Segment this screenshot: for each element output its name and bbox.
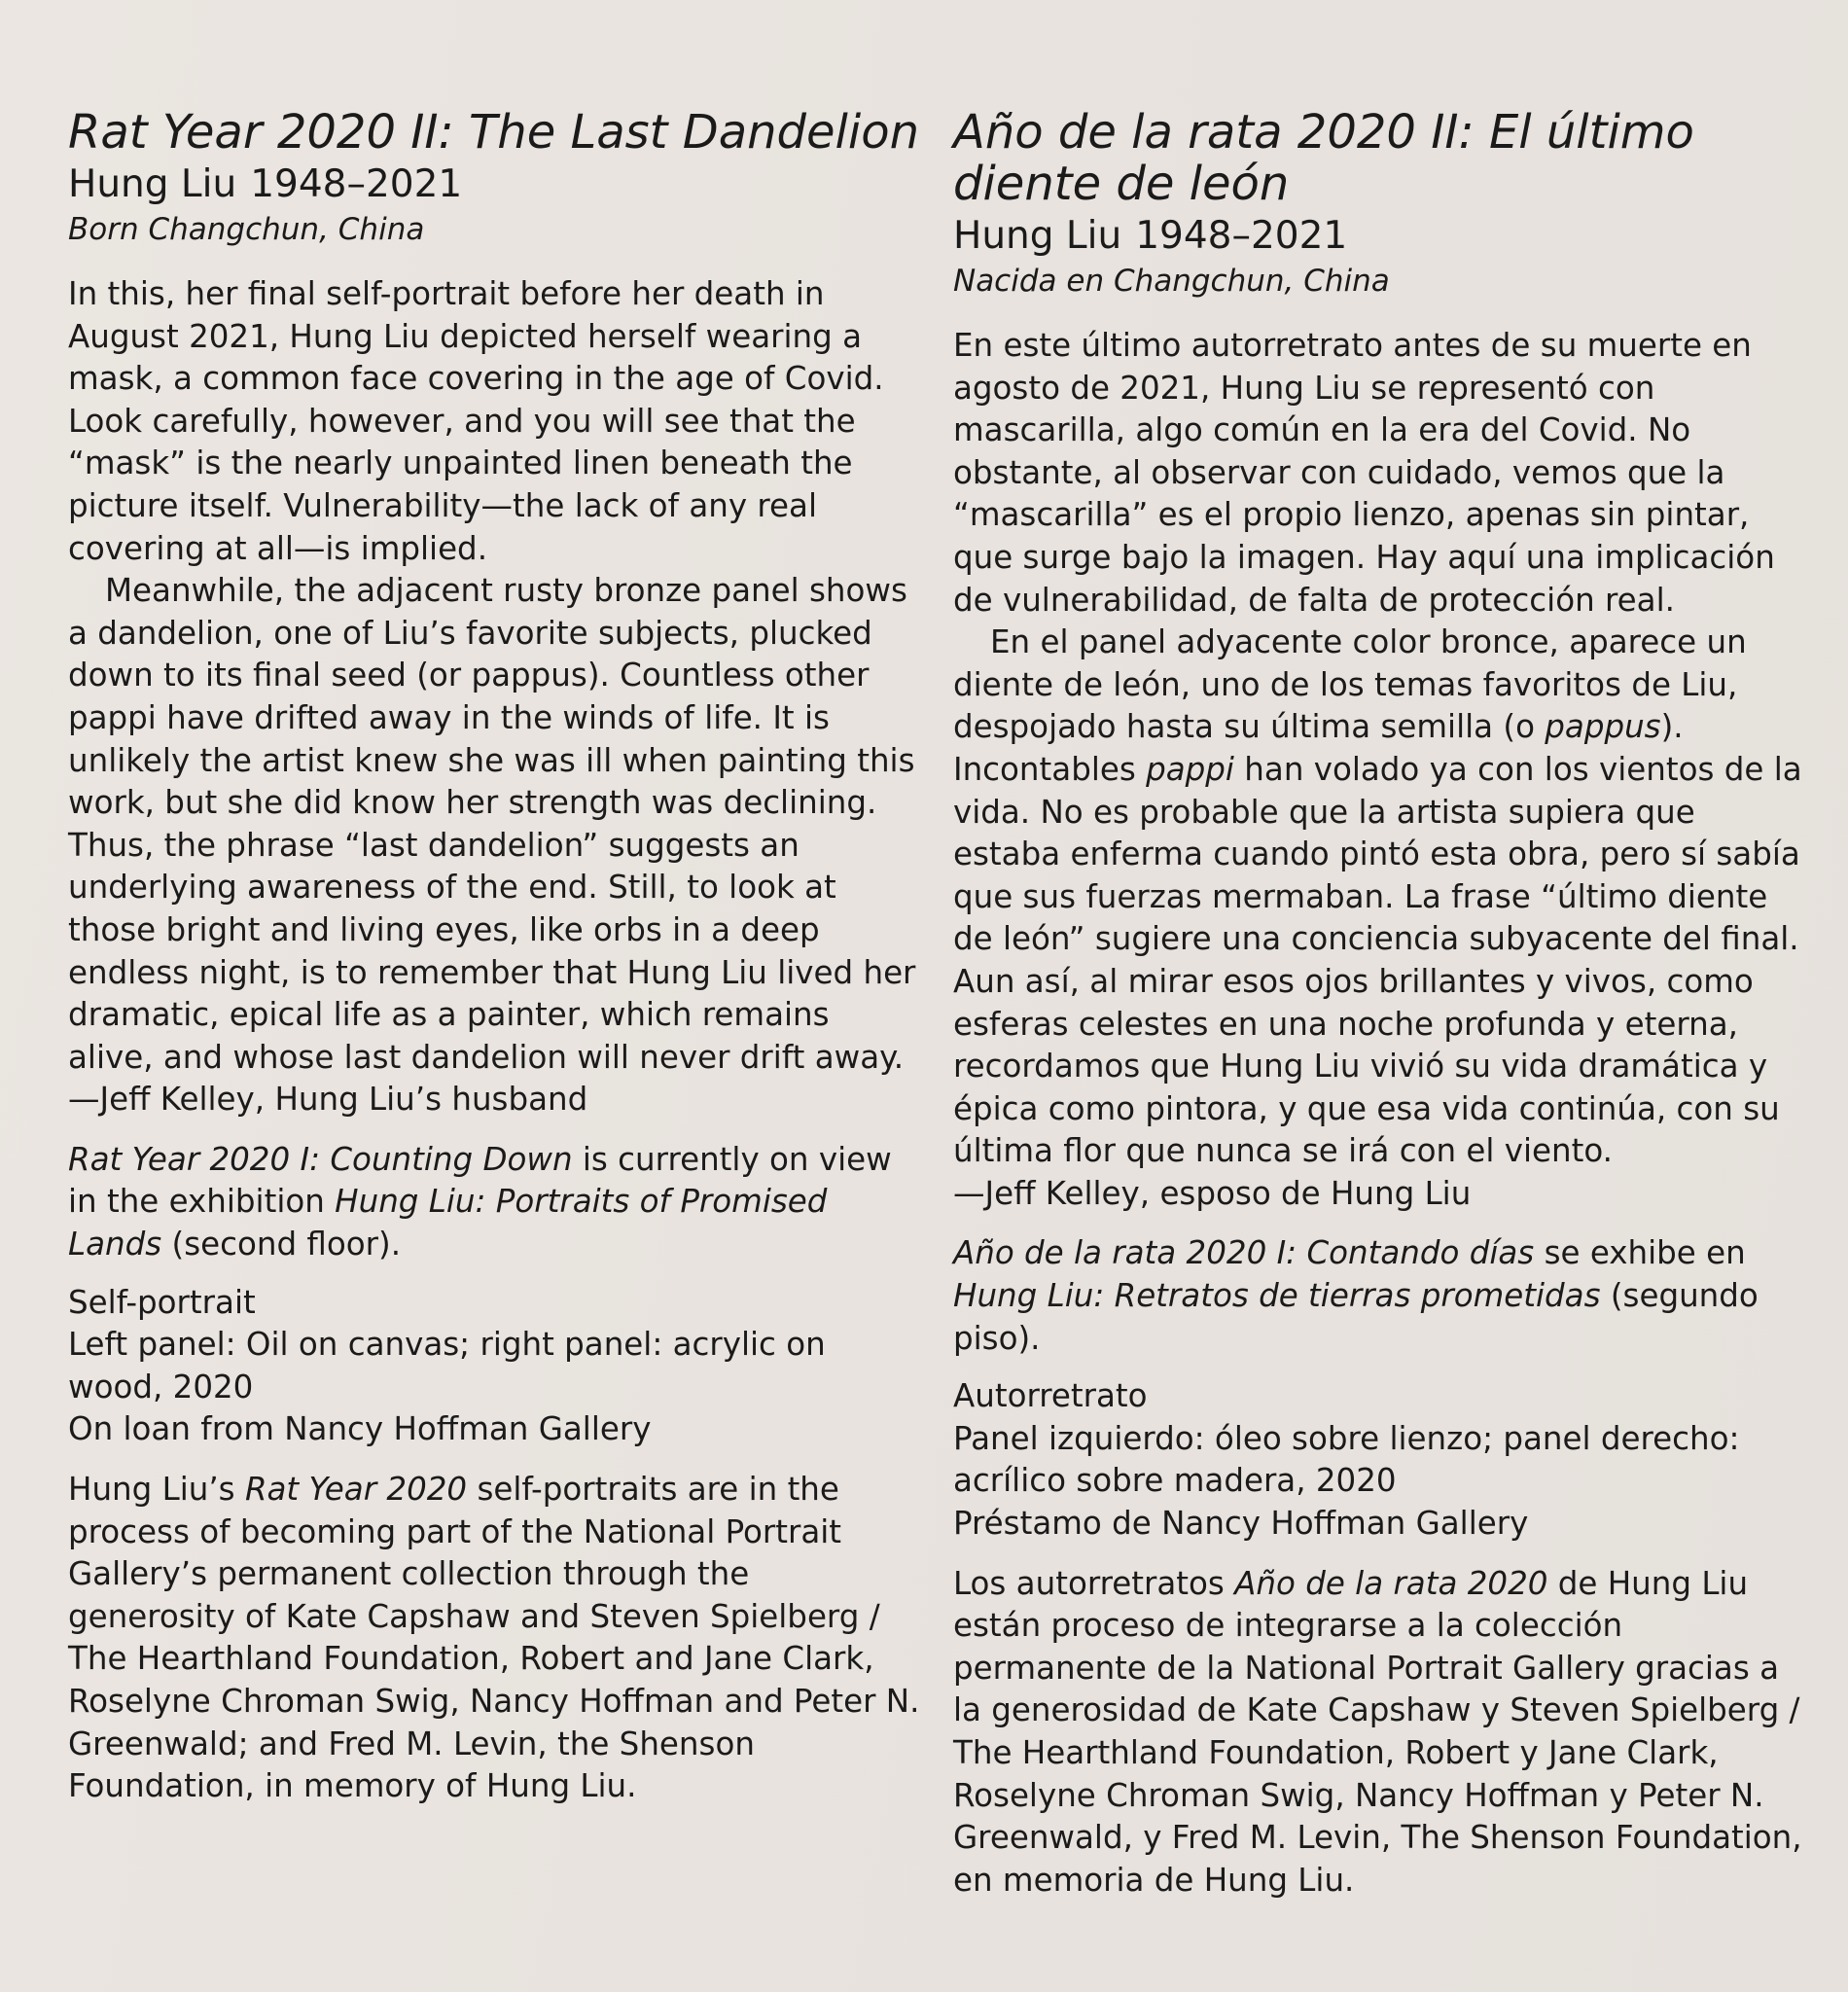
artist-line-es [953,212,1809,261]
credit-type-es: Autorretrato [953,1377,1148,1415]
paragraph-1-es: En este último autorretrato antes de su muerte en agosto de 2021, Hung Liu se representó con mascarilla, algo común en la era del Covid. No obstante, al observar con cuidado, vemos que la “mascarilla” es el propio lienzo, apenas sin pintar, que surge bajo la imagen. Hay aquí una implicación de vulnerabilidad, de falta de protección real. [953,327,1775,619]
note-text-1: is currently on view in the exhibition [68,1140,892,1221]
credit-medium-es: Panel izquierdo: óleo sobre lienzo; panel derecho: acrílico sobre madera, 2020 [953,1419,1740,1500]
pappus-term: pappus [1545,708,1661,746]
note-text-2: (second floor). [161,1226,402,1263]
spanish-column [953,107,1809,1902]
author-attribution-es: —Jeff Kelley, esposo de Hung Liu [953,1174,1472,1212]
paragraph-2: Meanwhile, the adjacent rusty bronze panel shows a dandelion, one of Liu’s favorite subjects, plucked down to its final seed (or pappus). Countless other pappi have drifted away in the winds of life. It is unlikely the artist knew she was ill when painting this work, but she did know her strength was declining. Thus, the phrase “last dandelion” suggests an underlying awareness of the end. Still, to look at those bright and living eyes, like orbs in a deep endless night, is to remember that Hung Liu lived her dramatic, epical life as a painter, which remains alive, and whose last dandelion will never drift away. [68,572,916,1076]
artist-name: Hung Liu [68,162,237,206]
thanks-text-2-es: de Hung Liu están proceso de integrarse a la colección permanente de la National Portrait Gallery gracias a la generosidad de Kate Capshaw y Steven Spielberg / The Hearthland Foundation, Robert y Jane Clark, Roselyne Chroman Swig, Nancy Hoffman y Peter N. Greenwald, y Fred M. Levin, The Shenson Foundation, en memoria de Hung Liu. [953,1564,1802,1899]
paragraph-2-es [953,622,1809,1173]
artist-birthplace-es: Nacida en Changchun, China [953,264,1390,299]
paragraph-1: In this, her final self-portrait before her death in August 2021, Hung Liu depicted herself wearing a mask, a common face covering in the age of Covid. Look carefully, however, and you will see that the “mask” is the nearly unpainted linen beneath the picture itself. Vulnerability—the lack of any real covering at all—is implied. [68,275,884,567]
acknowledgement-es [953,1563,1809,1903]
english-column [68,107,924,1808]
note-artwork-title-es: Año de la rata 2020 I: Contando días [953,1234,1535,1272]
thanks-series-title: Rat Year 2020 [244,1471,468,1509]
note-artwork-title: Rat Year 2020 I: Counting Down [68,1140,573,1178]
pappi-term: pappi [1146,750,1234,788]
artwork-title-es: Año de la rata 2020 II: El último diente de león [953,105,1694,211]
label-body-es [953,325,1809,1902]
credit-loan-es: Préstamo de Nancy Hoffman Gallery [953,1505,1529,1543]
thanks-text-2: self-portraits are in the process of becoming part of the National Portrait Gallery’s permanent collection through the generosity of Kate Capshaw and Steven Spielberg / The Hearthland Foundation, Robert and Jane Clark, Roselyne Chroman Swig, Nancy Hoffman and Peter N. Greenwald; and Fred M. Levin, the Shenson Foundation, in memory of Hung Liu. [68,1471,920,1805]
artist-years-es: 1948–2021 [1135,214,1348,258]
artist-line [68,160,924,209]
credit-medium: Left panel: Oil on canvas; right panel: acrylic on wood, 2020 [68,1326,826,1405]
credit-line-es [953,1375,1809,1545]
artwork-title: Rat Year 2020 II: The Last Dandelion [68,105,920,160]
exhibition-note-es [953,1232,1809,1360]
note-text-2-es: (segundo piso). [953,1277,1759,1357]
credit-type: Self-portrait [68,1283,256,1321]
thanks-text-1: Hung Liu’s [68,1471,245,1509]
exhibition-note [68,1139,924,1266]
credit-line [68,1282,924,1451]
acknowledgement [68,1469,924,1808]
thanks-series-title-es: Año de la rata 2020 [1234,1564,1548,1602]
paragraph-2-part-c: han volado ya con los vientos de la vida. No es probable que la artista supiera que estaba enferma cuando pintó esta obra, pero sí sabía que sus fuerzas mermaban. La frase “último diente de león” sugiere una conciencia subyacente del final. Aun así, al mirar esos ojos brillantes y vivos, como esferas celestes en una noche profunda y eterna, recordamos que Hung Liu vivió su vida dramática y épica como pintora, y que esa vida continúa, con su última flor que nunca se irá con el viento. [953,750,1802,1170]
note-exhibition-title-es: Hung Liu: Retratos de tierras prometidas [953,1277,1601,1315]
paragraph-2-part-b: ). Incontables [953,708,1684,788]
note-exhibition-title: Hung Liu: Portraits of Promised Lands [68,1183,828,1263]
credit-loan: On loan from Nancy Hoffman Gallery [68,1410,652,1448]
note-text-1-es: se exhibe en [1534,1234,1746,1272]
artist-birthplace: Born Changchun, China [68,212,425,247]
artist-name-es: Hung Liu [953,214,1122,258]
label-body [68,273,924,1808]
artist-years: 1948–2021 [250,162,463,206]
thanks-text-1-es: Los autorretratos [953,1564,1235,1602]
paragraph-2-part-a: En el panel adyacente color bronce, aparece un diente de león, uno de los temas favoritos de Liu, despojado hasta su última semilla (o [953,623,1747,746]
author-attribution: —Jeff Kelley, Hung Liu’s husband [68,1081,588,1119]
